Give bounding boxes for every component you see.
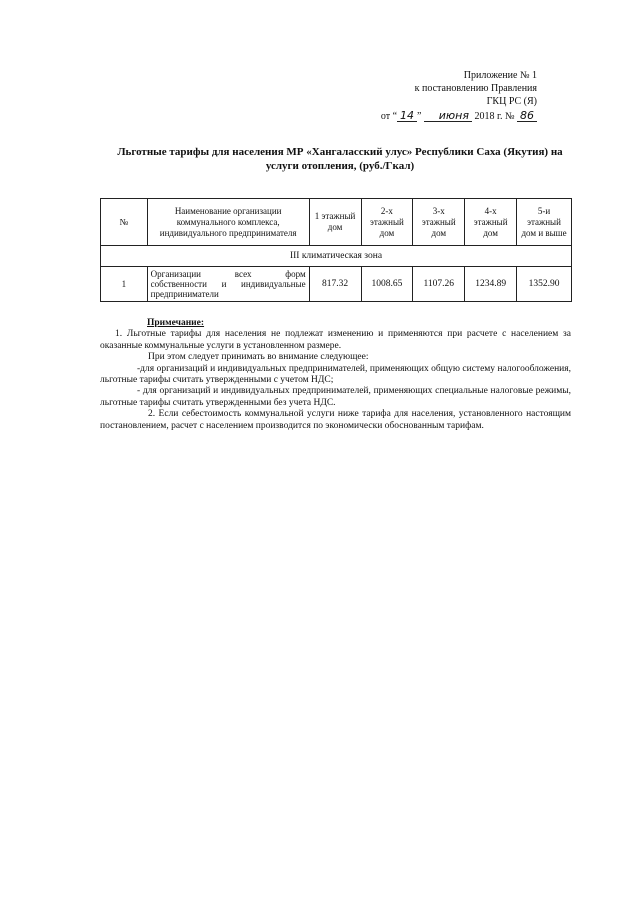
appendix-line-2: к постановлению Правления bbox=[414, 83, 537, 94]
appendix-block bbox=[381, 69, 537, 123]
handwritten-month: июня bbox=[424, 110, 472, 122]
header-1-floor: 1 этажный дом bbox=[309, 199, 361, 246]
table-row bbox=[101, 267, 572, 302]
header-2-floor: 2-х этажный дом bbox=[361, 199, 413, 246]
appendix-line-3: ГКЦ РС (Я) bbox=[486, 96, 537, 107]
date-from-label: от bbox=[380, 111, 391, 122]
note-paragraph-4: - для организаций и индивидуальных предпринимателей, применяющих специальные налоговые режимы, льготные тарифы считать утвержденными без учета НДС. bbox=[100, 386, 571, 408]
header-4-floor: 4-х этажный дом bbox=[465, 199, 517, 246]
tariff-3-floor: 1107.26 bbox=[413, 267, 465, 302]
header-5-floor: 5-и этажный дом и выше bbox=[517, 199, 572, 246]
handwritten-day: 14 bbox=[397, 110, 417, 122]
note-paragraph-3: -для организаций и индивидуальных предпринимателей, применяющих общую систему налогообложения, льготные тарифы считать утвержденными с учетом НДС; bbox=[100, 363, 571, 386]
tariff-4-floor: 1234.89 bbox=[465, 267, 517, 302]
header-organization-name: Наименование организации коммунального комплекса, индивидуального предпринимателя bbox=[147, 199, 309, 246]
appendix-date-line: от “ 14 ” июня 2018 г. № 86 bbox=[381, 110, 537, 123]
note-paragraph-2: При этом следует принимать во внимание следующее: bbox=[148, 352, 369, 363]
climate-zone-label: III климатическая зона bbox=[101, 246, 572, 267]
org-name-line-2: собственности и индивидуальные bbox=[150, 279, 306, 289]
document-title bbox=[100, 145, 580, 173]
note-paragraph-1: 1. Льготные тарифы для населения не подлежат изменению и применяются при расчете с населением за оказанные коммунальные услуги в установленном размере. bbox=[100, 329, 571, 351]
note-paragraph-5: 2. Если себестоимость коммунальной услуги ниже тарифа для населения, установленного настоящим постановлением, расчет с населением производится по экономически обоснованным тарифам. bbox=[100, 409, 571, 431]
title-line-2: услуги отопления, (руб./Гкал) bbox=[265, 160, 415, 172]
note-section bbox=[100, 318, 571, 432]
tariff-2-floor: 1008.65 bbox=[361, 267, 413, 302]
table-header-row bbox=[101, 199, 572, 246]
org-name-line-1: Организации всех форм bbox=[150, 269, 306, 279]
header-3-floor: 3-х этажный дом bbox=[413, 199, 465, 246]
tariff-1-floor: 817.32 bbox=[309, 267, 361, 302]
tariff-5-floor: 1352.90 bbox=[517, 267, 572, 302]
org-name-line-3: предприниматели bbox=[150, 289, 219, 299]
title-line-1: Льготные тарифы для населения МР «Хангаласский улус» Республики Саха (Якутия) на bbox=[117, 146, 563, 158]
tariff-table bbox=[100, 198, 572, 302]
date-year-label: 2018 г. № bbox=[474, 111, 515, 122]
row-number: 1 bbox=[101, 267, 148, 302]
header-number: № bbox=[101, 199, 148, 246]
row-organization-name bbox=[147, 267, 309, 302]
zone-row bbox=[101, 246, 572, 267]
note-heading: Примечание: bbox=[147, 318, 205, 328]
appendix-line-1: Приложение № 1 bbox=[463, 70, 537, 81]
handwritten-number: 86 bbox=[517, 110, 537, 122]
